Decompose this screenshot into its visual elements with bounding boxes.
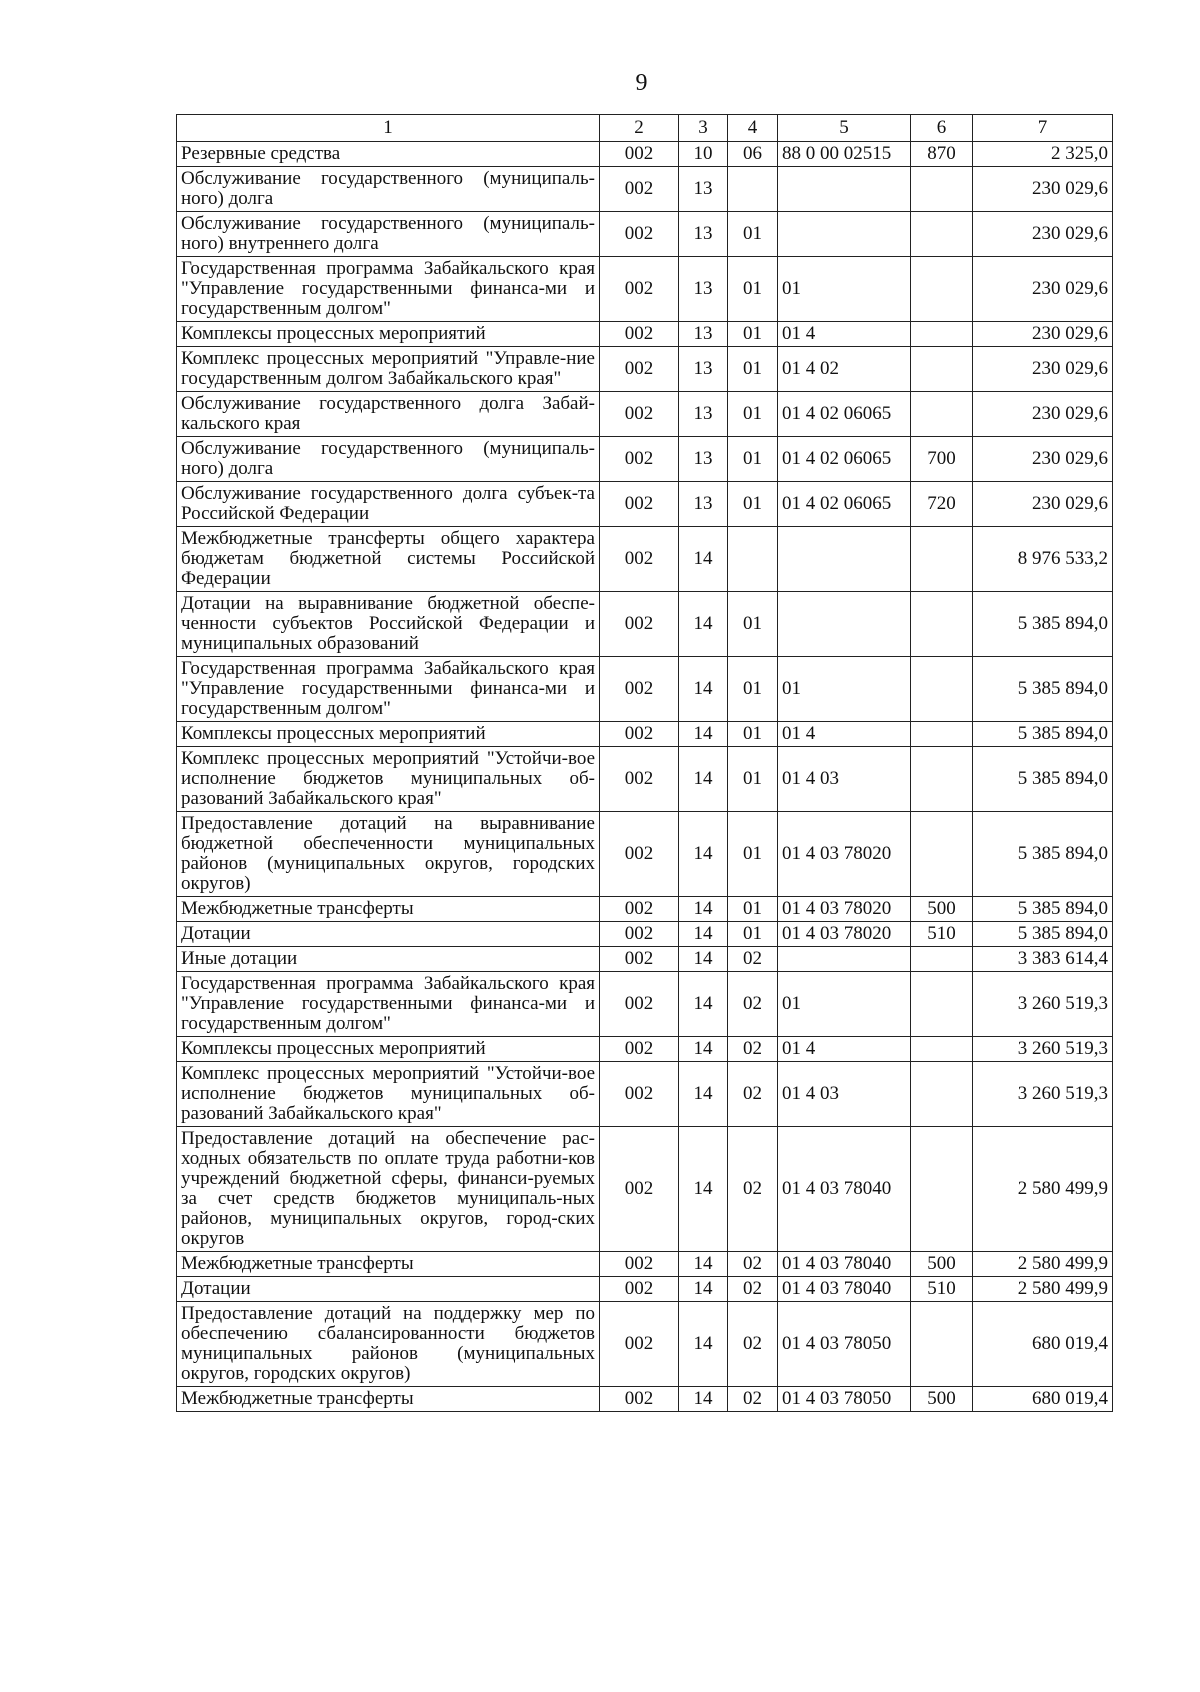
code-rz-cell: 13 [679,482,728,527]
code-csr-cell: 01 4 02 06065 [778,437,911,482]
code-vr-cell [911,347,973,392]
header-row [177,115,1113,142]
table-row [177,592,1113,657]
code-pr-cell: 02 [728,947,778,972]
code-csr-cell [778,592,911,657]
code-gr-cell: 002 [600,437,679,482]
code-gr-cell: 002 [600,897,679,922]
table-row [177,972,1113,1037]
code-vr-cell [911,1127,973,1252]
table-row [177,747,1113,812]
row-name-cell: Обслуживание государственного долга субъек-та Российской Федерации [177,482,600,527]
table-row [177,347,1113,392]
code-gr-cell: 002 [600,657,679,722]
amount-cell: 2 580 499,9 [973,1127,1113,1252]
code-pr-cell: 01 [728,347,778,392]
amount-cell: 230 029,6 [973,392,1113,437]
code-gr-cell: 002 [600,747,679,812]
code-gr-cell: 002 [600,722,679,747]
table-row [177,1127,1113,1252]
row-name-cell: Предоставление дотаций на выравнивание бюджетной обеспеченности муниципальных районов (муниципальных округов, городских округов) [177,812,600,897]
code-rz-cell: 14 [679,1302,728,1387]
code-rz-cell: 13 [679,212,728,257]
code-rz-cell: 14 [679,1062,728,1127]
code-csr-cell: 01 4 03 78020 [778,812,911,897]
code-csr-cell: 01 4 03 78040 [778,1127,911,1252]
code-pr-cell: 01 [728,747,778,812]
code-pr-cell: 01 [728,257,778,322]
code-vr-cell [911,657,973,722]
code-csr-cell: 01 4 03 78020 [778,922,911,947]
code-rz-cell: 14 [679,1387,728,1412]
code-rz-cell: 13 [679,257,728,322]
table-row [177,392,1113,437]
column-header: 2 [600,115,679,142]
row-name-cell: Межбюджетные трансферты [177,1387,600,1412]
table-row [177,922,1113,947]
row-name-cell: Комплексы процессных мероприятий [177,722,600,747]
table-row [177,1387,1113,1412]
row-name-cell: Государственная программа Забайкальского края "Управление государственными финанса-ми и государственным долгом" [177,257,600,322]
table-row [177,897,1113,922]
code-vr-cell [911,322,973,347]
code-csr-cell: 01 4 [778,1037,911,1062]
code-pr-cell: 01 [728,482,778,527]
code-vr-cell: 500 [911,1387,973,1412]
code-csr-cell [778,947,911,972]
code-vr-cell: 870 [911,142,973,167]
row-name-cell: Комплекс процессных мероприятий "Устойчи-вое исполнение бюджетов муниципальных об-разований Забайкальского края" [177,1062,600,1127]
code-pr-cell: 01 [728,592,778,657]
amount-cell: 2 580 499,9 [973,1277,1113,1302]
row-name-cell: Обслуживание государственного (муниципаль-ного) долга [177,437,600,482]
code-vr-cell: 500 [911,897,973,922]
amount-cell: 3 260 519,3 [973,1037,1113,1062]
row-name-cell: Дотации на выравнивание бюджетной обеспе-ченности субъектов Российской Федерации и муниципальных образований [177,592,600,657]
code-rz-cell: 14 [679,747,728,812]
code-pr-cell: 01 [728,657,778,722]
code-csr-cell: 01 4 [778,322,911,347]
amount-cell: 230 029,6 [973,437,1113,482]
amount-cell: 230 029,6 [973,167,1113,212]
code-gr-cell: 002 [600,1302,679,1387]
row-name-cell: Комплексы процессных мероприятий [177,322,600,347]
code-pr-cell: 01 [728,897,778,922]
row-name-cell: Обслуживание государственного долга Забай-кальского края [177,392,600,437]
code-gr-cell: 002 [600,947,679,972]
amount-cell: 2 325,0 [973,142,1113,167]
amount-cell: 230 029,6 [973,322,1113,347]
column-header: 6 [911,115,973,142]
code-vr-cell [911,392,973,437]
code-vr-cell [911,167,973,212]
code-csr-cell: 01 [778,972,911,1037]
code-vr-cell [911,1037,973,1062]
column-header: 1 [177,115,600,142]
row-name-cell: Обслуживание государственного (муниципаль-ного) внутреннего долга [177,212,600,257]
code-csr-cell [778,527,911,592]
code-pr-cell: 02 [728,1252,778,1277]
amount-cell: 680 019,4 [973,1302,1113,1387]
table-row [177,482,1113,527]
column-header: 5 [778,115,911,142]
code-vr-cell [911,812,973,897]
code-gr-cell: 002 [600,527,679,592]
code-rz-cell: 13 [679,347,728,392]
code-vr-cell: 500 [911,1252,973,1277]
code-pr-cell: 01 [728,922,778,947]
amount-cell: 230 029,6 [973,347,1113,392]
amount-cell: 8 976 533,2 [973,527,1113,592]
table-row [177,322,1113,347]
code-rz-cell: 13 [679,437,728,482]
table-row [177,657,1113,722]
code-gr-cell: 002 [600,347,679,392]
amount-cell: 3 260 519,3 [973,972,1113,1037]
code-vr-cell [911,592,973,657]
code-csr-cell: 01 4 02 [778,347,911,392]
table-row [177,1277,1113,1302]
table-row [177,437,1113,482]
code-csr-cell [778,212,911,257]
code-rz-cell: 14 [679,592,728,657]
code-gr-cell: 002 [600,482,679,527]
code-rz-cell: 10 [679,142,728,167]
code-pr-cell: 02 [728,1127,778,1252]
table-row [177,1037,1113,1062]
code-csr-cell: 01 4 03 78040 [778,1252,911,1277]
code-rz-cell: 14 [679,527,728,592]
code-gr-cell: 002 [600,212,679,257]
row-name-cell: Иные дотации [177,947,600,972]
code-vr-cell [911,947,973,972]
code-gr-cell: 002 [600,972,679,1037]
amount-cell: 5 385 894,0 [973,812,1113,897]
row-name-cell: Обслуживание государственного (муниципаль-ного) долга [177,167,600,212]
amount-cell: 680 019,4 [973,1387,1113,1412]
table-row [177,812,1113,897]
code-rz-cell: 14 [679,812,728,897]
code-vr-cell [911,747,973,812]
code-gr-cell: 002 [600,1127,679,1252]
row-name-cell: Государственная программа Забайкальского края "Управление государственными финанса-ми и государственным долгом" [177,657,600,722]
row-name-cell: Комплексы процессных мероприятий [177,1037,600,1062]
table-row [177,1302,1113,1387]
code-gr-cell: 002 [600,257,679,322]
budget-table [176,114,1113,1412]
code-gr-cell: 002 [600,142,679,167]
amount-cell: 230 029,6 [973,482,1113,527]
table-row [177,1252,1113,1277]
row-name-cell: Резервные средства [177,142,600,167]
amount-cell: 230 029,6 [973,257,1113,322]
code-csr-cell: 01 4 03 [778,1062,911,1127]
table-row [177,722,1113,747]
code-pr-cell: 01 [728,212,778,257]
code-csr-cell: 01 4 03 78020 [778,897,911,922]
amount-cell: 5 385 894,0 [973,722,1113,747]
code-gr-cell: 002 [600,1037,679,1062]
amount-cell: 5 385 894,0 [973,657,1113,722]
table-row [177,527,1113,592]
column-header: 7 [973,115,1113,142]
code-pr-cell: 02 [728,1062,778,1127]
row-name-cell: Государственная программа Забайкальского края "Управление государственными финанса-ми и государственным долгом" [177,972,600,1037]
code-csr-cell: 01 [778,657,911,722]
code-rz-cell: 14 [679,1277,728,1302]
code-gr-cell: 002 [600,1252,679,1277]
row-name-cell: Межбюджетные трансферты [177,897,600,922]
code-pr-cell: 02 [728,1387,778,1412]
code-csr-cell: 88 0 00 02515 [778,142,911,167]
code-pr-cell: 01 [728,392,778,437]
row-name-cell: Предоставление дотаций на обеспечение рас-ходных обязательств по оплате труда работни-ков учреждений бюджетной сферы, финанси-руемых за счет средств бюджетов муниципаль-ных районов, муниципальных округов, город-ских округов [177,1127,600,1252]
amount-cell: 5 385 894,0 [973,747,1113,812]
column-header: 4 [728,115,778,142]
amount-cell: 3 383 614,4 [973,947,1113,972]
code-gr-cell: 002 [600,812,679,897]
code-pr-cell: 02 [728,1302,778,1387]
code-gr-cell: 002 [600,592,679,657]
code-vr-cell: 700 [911,437,973,482]
row-name-cell: Предоставление дотаций на поддержку мер по обеспечению сбалансированности бюджетов муниципальных районов (муниципальных округов, городских округов) [177,1302,600,1387]
page-number: 9 [635,70,648,96]
row-name-cell: Дотации [177,1277,600,1302]
table-row [177,167,1113,212]
code-csr-cell: 01 4 03 78050 [778,1302,911,1387]
code-rz-cell: 13 [679,167,728,212]
code-csr-cell: 01 4 03 78040 [778,1277,911,1302]
code-vr-cell [911,527,973,592]
row-name-cell: Межбюджетные трансферты общего характера бюджетам бюджетной системы Российской Федерации [177,527,600,592]
code-vr-cell [911,722,973,747]
code-pr-cell [728,167,778,212]
code-vr-cell [911,257,973,322]
code-csr-cell: 01 4 03 78050 [778,1387,911,1412]
amount-cell: 230 029,6 [973,212,1113,257]
code-rz-cell: 14 [679,657,728,722]
code-gr-cell: 002 [600,392,679,437]
amount-cell: 5 385 894,0 [973,592,1113,657]
code-gr-cell: 002 [600,922,679,947]
table-row [177,142,1113,167]
code-gr-cell: 002 [600,1062,679,1127]
amount-cell: 5 385 894,0 [973,922,1113,947]
code-pr-cell: 01 [728,322,778,347]
code-vr-cell: 510 [911,922,973,947]
code-vr-cell: 510 [911,1277,973,1302]
code-pr-cell: 01 [728,437,778,482]
code-csr-cell [778,167,911,212]
table-row [177,257,1113,322]
amount-cell: 2 580 499,9 [973,1252,1113,1277]
code-gr-cell: 002 [600,167,679,212]
code-pr-cell: 02 [728,1277,778,1302]
amount-cell: 5 385 894,0 [973,897,1113,922]
code-vr-cell [911,1302,973,1387]
row-name-cell: Комплекс процессных мероприятий "Управле-ние государственным долгом Забайкальского края" [177,347,600,392]
code-csr-cell: 01 [778,257,911,322]
code-vr-cell [911,212,973,257]
code-rz-cell: 14 [679,947,728,972]
code-pr-cell: 01 [728,722,778,747]
table-row [177,1062,1113,1127]
code-csr-cell: 01 4 03 [778,747,911,812]
code-pr-cell [728,527,778,592]
code-gr-cell: 002 [600,1277,679,1302]
code-csr-cell: 01 4 [778,722,911,747]
code-rz-cell: 14 [679,922,728,947]
code-rz-cell: 14 [679,897,728,922]
row-name-cell: Межбюджетные трансферты [177,1252,600,1277]
code-pr-cell: 01 [728,812,778,897]
code-rz-cell: 13 [679,392,728,437]
code-rz-cell: 14 [679,1252,728,1277]
code-rz-cell: 13 [679,322,728,347]
code-vr-cell [911,972,973,1037]
table-row [177,212,1113,257]
table-row [177,947,1113,972]
amount-cell: 3 260 519,3 [973,1062,1113,1127]
row-name-cell: Комплекс процессных мероприятий "Устойчи-вое исполнение бюджетов муниципальных об-разований Забайкальского края" [177,747,600,812]
code-csr-cell: 01 4 02 06065 [778,482,911,527]
code-pr-cell: 02 [728,1037,778,1062]
column-header: 3 [679,115,728,142]
code-rz-cell: 14 [679,972,728,1037]
code-gr-cell: 002 [600,1387,679,1412]
code-pr-cell: 06 [728,142,778,167]
code-gr-cell: 002 [600,322,679,347]
code-rz-cell: 14 [679,722,728,747]
row-name-cell: Дотации [177,922,600,947]
code-pr-cell: 02 [728,972,778,1037]
code-vr-cell [911,1062,973,1127]
code-rz-cell: 14 [679,1037,728,1062]
code-csr-cell: 01 4 02 06065 [778,392,911,437]
code-vr-cell: 720 [911,482,973,527]
code-rz-cell: 14 [679,1127,728,1252]
